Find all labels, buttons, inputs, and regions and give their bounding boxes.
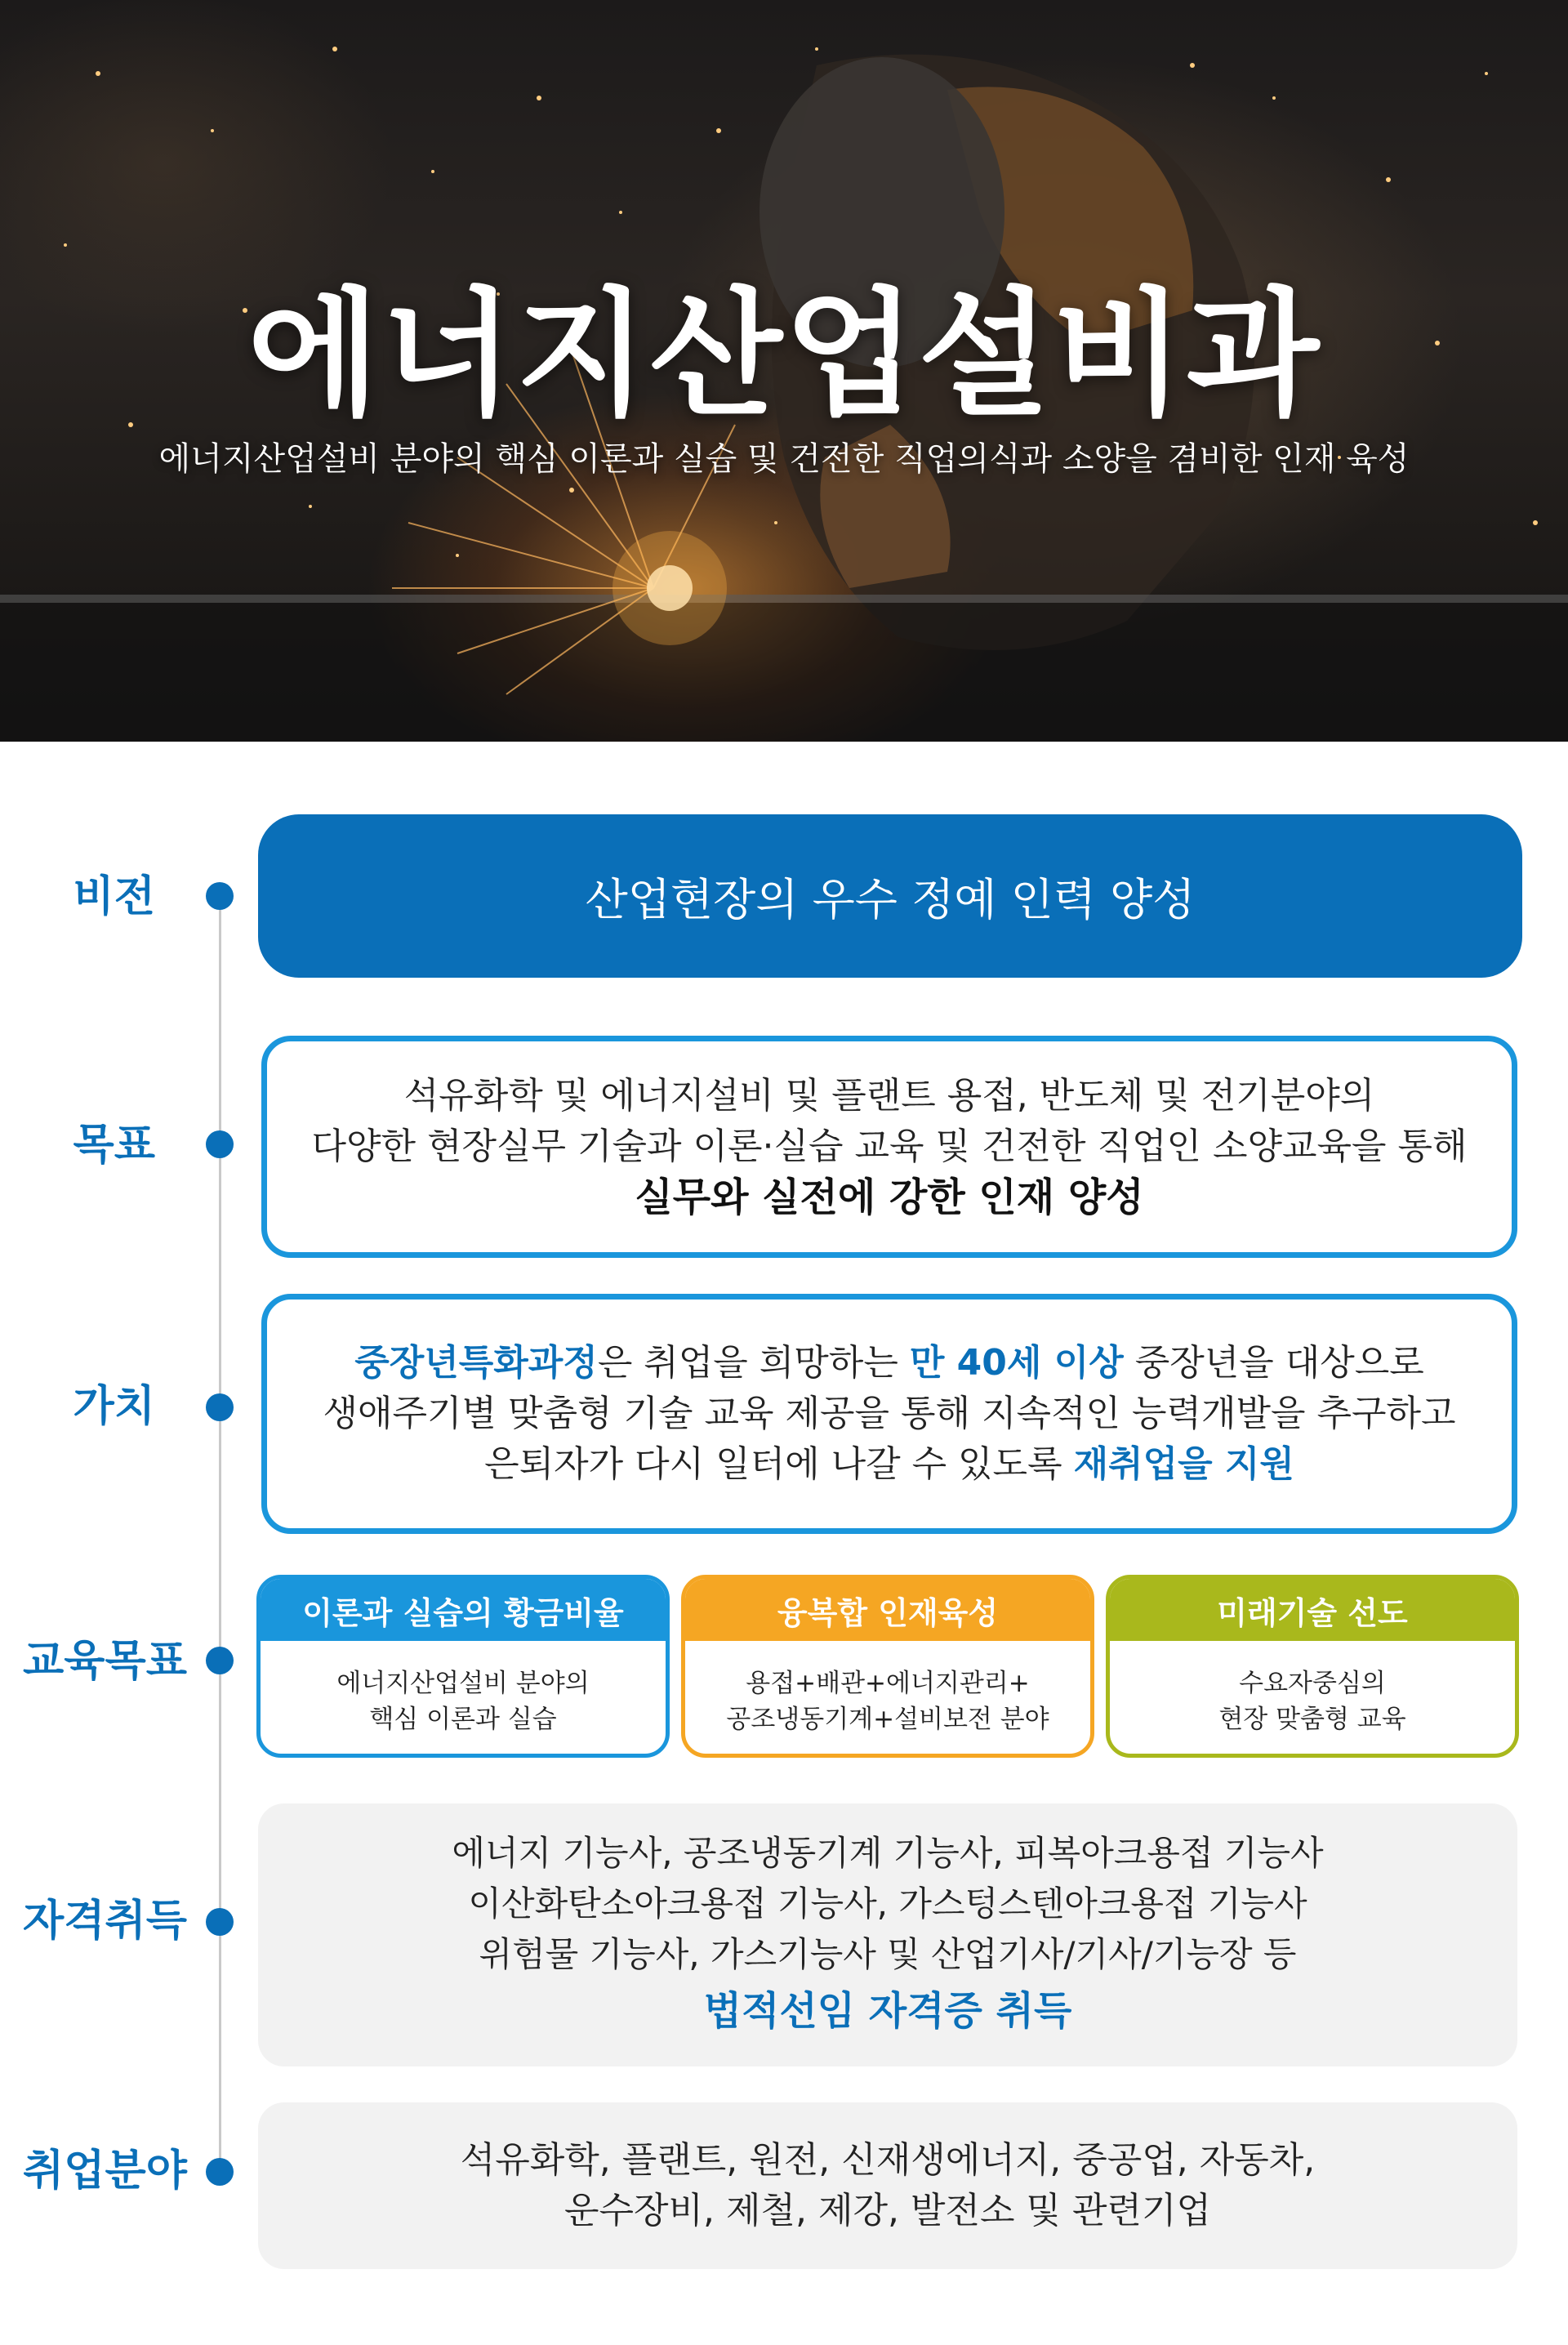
timeline-dot-cert [206, 1908, 234, 1936]
timeline-dot-edu [206, 1647, 234, 1674]
value-highlight-course: 중장년특화과정 [354, 1342, 598, 1384]
label-jobs: 취업분야 [23, 2147, 187, 2196]
value-line-2: 생애주기별 맞춤형 기술 교육 제공을 통해 지속적인 능력개발을 추구하고 [323, 1393, 1456, 1434]
edu-card-line: 공조냉동기계+설비보전 분야 [726, 1705, 1049, 1734]
edu-card-line: 에너지산업설비 분야의 [336, 1669, 590, 1698]
timeline-dot-jobs [206, 2158, 234, 2186]
jobs-line-2: 운수장비, 제철, 제강, 발전소 및 관련기업 [564, 2190, 1211, 2231]
edu-card-body [685, 1641, 1090, 1758]
jobs-box [258, 2102, 1517, 2269]
edu-card-theory-practice [256, 1575, 670, 1758]
page-title: 에너지산업설비과 [247, 274, 1321, 435]
label-goal: 목표 [73, 1121, 155, 1170]
value-line-1 [354, 1338, 1423, 1389]
value-line-3-text: 은퇴자가 다시 일터에 나갈 수 있도록 [484, 1443, 1074, 1485]
edu-card-convergence [681, 1575, 1094, 1758]
edu-card-future-tech [1106, 1575, 1519, 1758]
value-highlight-reemployment: 재취업을 지원 [1073, 1443, 1294, 1485]
timeline-line [219, 894, 221, 2173]
edu-card-line: 수요자중심의 [1239, 1669, 1386, 1698]
timeline-dot-vision [206, 882, 234, 910]
value-highlight-age: 만 40세 이상 [909, 1342, 1124, 1384]
timeline-dot-goal [206, 1130, 234, 1158]
vision-text: 산업현장의 우수 정예 인력 양성 [585, 873, 1196, 925]
timeline-dot-value [206, 1393, 234, 1421]
cert-line-2: 이산화탄소아크용접 기능사, 가스텅스텐아크용접 기능사 [468, 1884, 1307, 1924]
label-cert: 자격취득 [23, 1897, 187, 1946]
hero-banner [0, 0, 1568, 742]
cert-line-4: 법적선임 자격증 취득 [703, 1988, 1072, 2034]
vision-box [258, 814, 1522, 978]
page-subtitle: 에너지산업설비 분야의 핵심 이론과 실습 및 건전한 직업의식과 소양을 겸비한 인재 육성 [158, 440, 1410, 478]
value-box [261, 1294, 1517, 1534]
edu-card-line: 현장 맞춤형 교육 [1218, 1705, 1406, 1734]
label-edu: 교육목표 [23, 1637, 187, 1686]
jobs-line-1: 석유화학, 플랜트, 원전, 신재생에너지, 중공업, 자동차, [460, 2139, 1316, 2181]
value-line-1-text: 은 취업을 희망하는 [597, 1342, 910, 1384]
edu-card-body [1110, 1641, 1515, 1758]
value-line-3 [484, 1439, 1294, 1490]
goal-line-1: 석유화학 및 에너지설비 및 플랜트 용접, 반도체 및 전기분야의 [403, 1075, 1375, 1117]
goal-line-3: 실무와 실전에 강한 인재 양성 [635, 1175, 1144, 1220]
edu-card-title: 융복합 인재육성 [685, 1579, 1090, 1641]
edu-card-line: 용접+배관+에너지관리+ [746, 1669, 1030, 1698]
edu-card-body [261, 1641, 666, 1758]
label-value: 가치 [73, 1382, 155, 1431]
value-line-1-tail: 중장년을 대상으로 [1123, 1342, 1424, 1384]
label-vision: 비전 [73, 872, 155, 921]
cert-line-3: 위험물 기능사, 가스기능사 및 산업기사/기사/기능장 등 [479, 1934, 1297, 1974]
edu-card-title: 이론과 실습의 황금비율 [261, 1579, 666, 1641]
cert-box [258, 1803, 1517, 2066]
cert-line-1: 에너지 기능사, 공조냉동기계 기능사, 피복아크용접 기능사 [452, 1833, 1324, 1873]
edu-card-title: 미래기술 선도 [1110, 1579, 1515, 1641]
goal-line-2: 다양한 현장실무 기술과 이론·실습 교육 및 건전한 직업인 소양교육을 통해 [311, 1126, 1468, 1167]
goal-box [261, 1036, 1517, 1258]
edu-card-line: 핵심 이론과 실습 [369, 1705, 557, 1734]
